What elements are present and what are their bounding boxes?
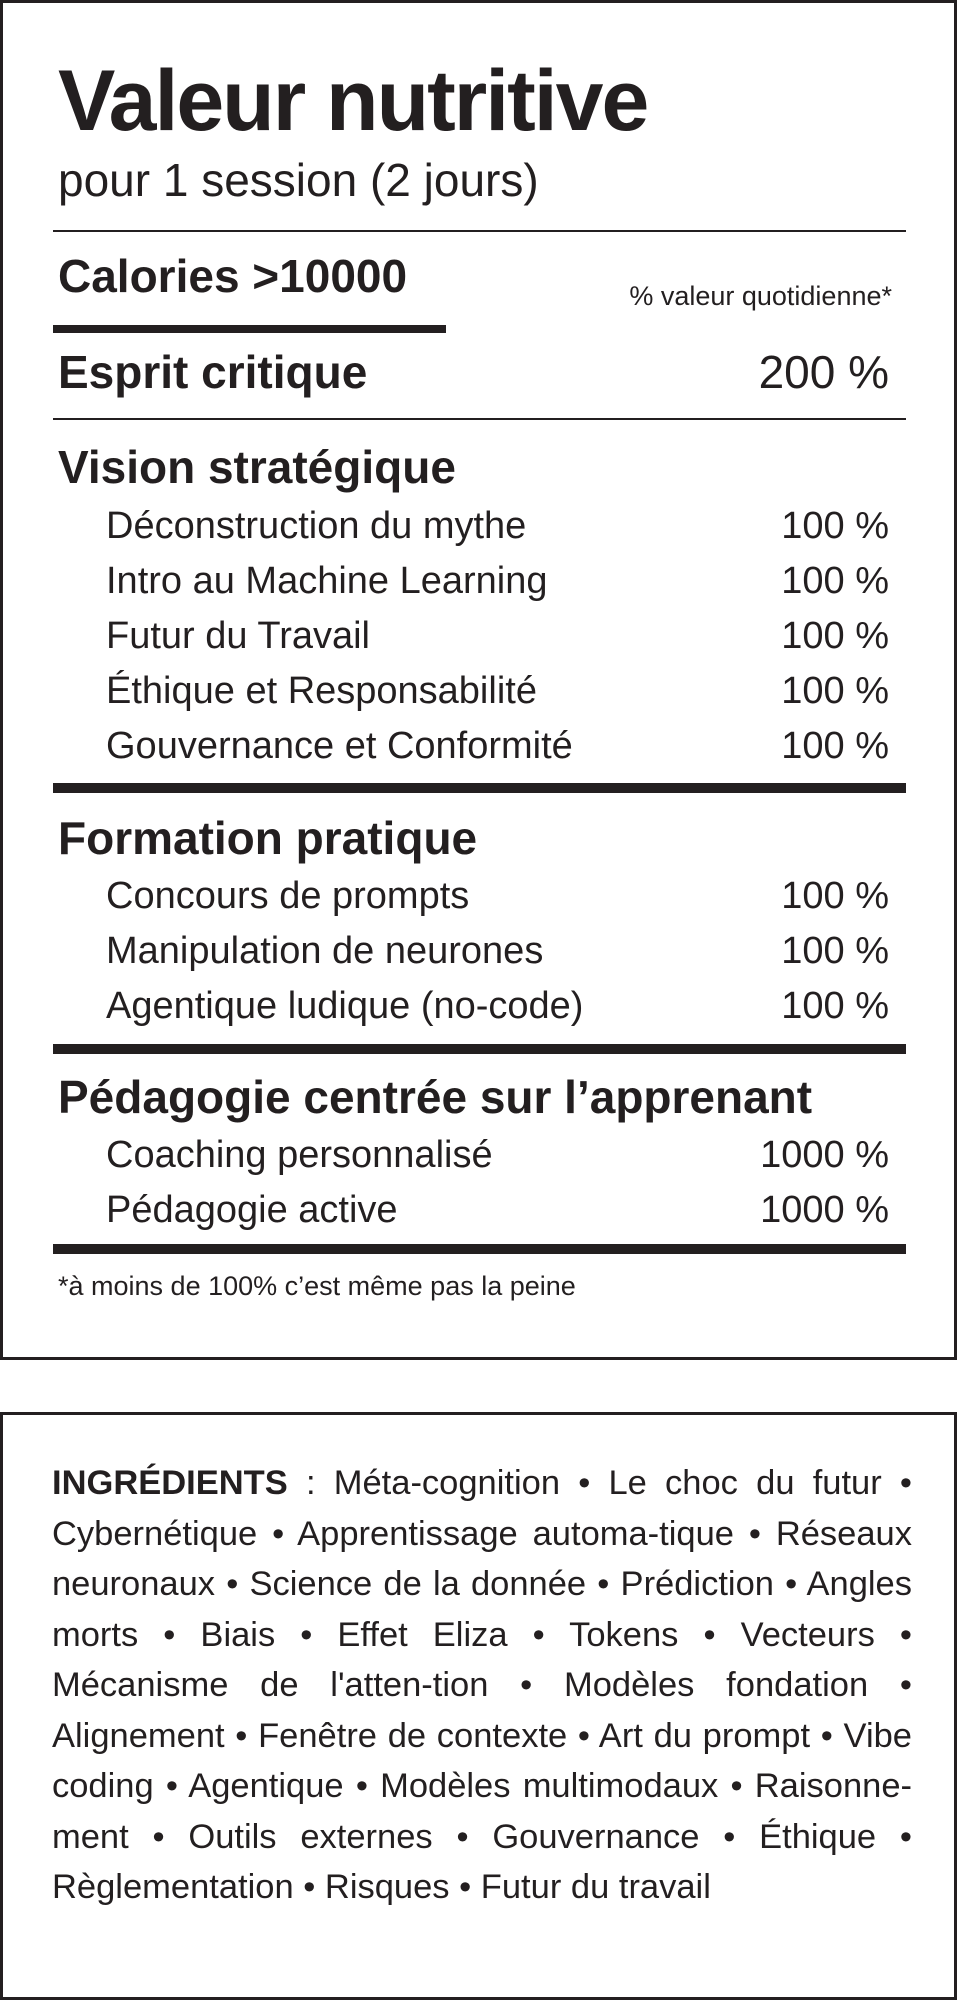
item-value: 100 % bbox=[781, 505, 889, 547]
list-item bbox=[106, 617, 889, 655]
item-value: 100 % bbox=[781, 930, 889, 972]
item-label: Coaching personnalisé bbox=[106, 1134, 493, 1176]
section-heading: Vision stratégique bbox=[58, 441, 456, 493]
section-heading: Pédagogie centrée sur l’apprenant bbox=[58, 1071, 813, 1123]
section-divider bbox=[53, 1044, 906, 1054]
list-item bbox=[106, 1136, 889, 1174]
ingredients-heading: INGRÉDIENTS bbox=[52, 1464, 288, 1502]
item-label: Éthique et Responsabilité bbox=[106, 670, 537, 712]
ingredients-list: : Méta-cognition • Le choc du futur • Cybernétique • Apprentissage automa-tique • Réseaux neuronaux • Science de la donnée • Prédiction • Angles morts • Biais • Effet Eliza • Tokens • Vecteurs • Mécanisme de l'atten-tion • Modèles fondation • Alignement • Fenêtre de contexte • Art du prompt • Vibe coding • Agentique • Modèles multimodaux • Raisonne-ment • Outils externes • Gouvernance • Éthique • Règlementation • Risques • Futur du travail bbox=[52, 1464, 912, 1906]
calories-underline bbox=[53, 325, 446, 333]
item-label: Manipulation de neurones bbox=[106, 930, 544, 972]
item-value: 100 % bbox=[781, 875, 889, 917]
list-item bbox=[106, 1191, 889, 1229]
item-value: 100 % bbox=[781, 725, 889, 767]
divider bbox=[53, 418, 906, 420]
calories: Calories >10000 bbox=[58, 250, 408, 302]
label-subtitle: pour 1 session (2 jours) bbox=[58, 154, 539, 206]
list-item bbox=[106, 562, 889, 600]
row-label: Esprit critique bbox=[58, 346, 368, 398]
item-label: Agentique ludique (no-code) bbox=[106, 985, 584, 1027]
list-item bbox=[106, 507, 889, 545]
item-label: Déconstruction du mythe bbox=[106, 505, 527, 547]
daily-value-header: % valeur quotidienne* bbox=[629, 281, 892, 311]
list-item bbox=[106, 932, 889, 970]
item-label: Gouvernance et Conformité bbox=[106, 725, 573, 767]
item-value: 100 % bbox=[781, 560, 889, 602]
item-label: Pédagogie active bbox=[106, 1189, 398, 1231]
item-value: 100 % bbox=[781, 985, 889, 1027]
item-label: Intro au Machine Learning bbox=[106, 560, 548, 602]
list-item bbox=[106, 877, 889, 915]
ingredients-text bbox=[52, 1458, 912, 1913]
footnote: *à moins de 100% c’est même pas la peine bbox=[58, 1271, 576, 1301]
divider bbox=[53, 230, 906, 232]
label-title: Valeur nutritive bbox=[58, 53, 648, 149]
list-item bbox=[106, 727, 889, 765]
item-value: 100 % bbox=[781, 615, 889, 657]
section-heading: Formation pratique bbox=[58, 812, 478, 864]
item-value: 100 % bbox=[781, 670, 889, 712]
list-item bbox=[106, 672, 889, 710]
list-item bbox=[106, 987, 889, 1025]
item-label: Concours de prompts bbox=[106, 875, 470, 917]
section-divider bbox=[53, 1244, 906, 1254]
section-divider bbox=[53, 783, 906, 793]
item-value: 1000 % bbox=[760, 1134, 889, 1176]
row-value: 200 % bbox=[758, 346, 889, 398]
item-value: 1000 % bbox=[760, 1189, 889, 1231]
critical-thinking-row bbox=[58, 346, 889, 398]
item-label: Futur du Travail bbox=[106, 615, 370, 657]
